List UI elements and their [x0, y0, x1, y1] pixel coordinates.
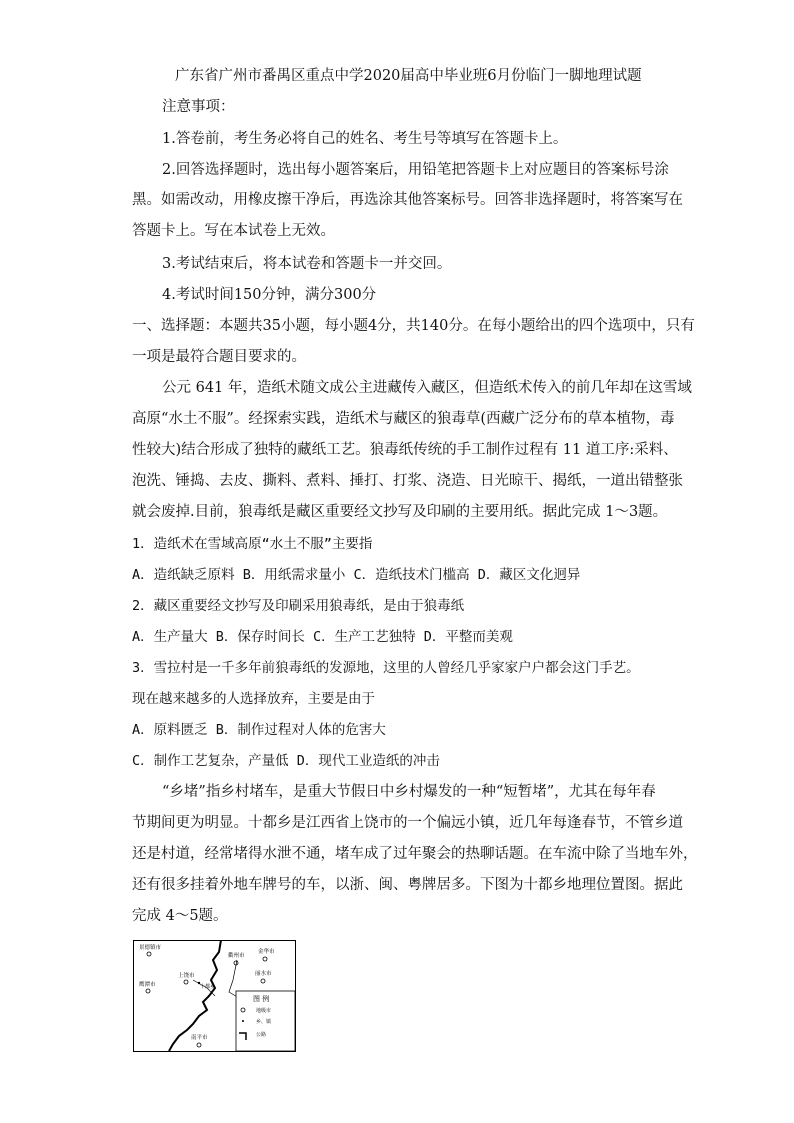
notice-heading: 注意事项：: [162, 99, 235, 115]
question-stem: 1．造纸术在雪域高原“水土不服”主要指: [132, 536, 373, 552]
question-options: A．原料匮乏 B．制作过程对人体的危害大: [132, 722, 386, 738]
passage-line: 就会废掉.目前，狼毒纸是藏区重要经文抄写及印刷的主要用纸。据此完成 1～3题。: [132, 504, 668, 520]
city-label: 上饶市: [178, 973, 195, 979]
question-stem: 现在越来越多的人选择放弃，主要是由于: [132, 691, 375, 707]
city-label: 景德镇市: [139, 945, 162, 951]
notice-item: 答题卡上。写在本试卷上无效。: [132, 223, 335, 239]
notice-item: 4.考试时间150分钟，满分300分: [162, 287, 377, 303]
document-title: 广东省广州市番禺区重点中学2020届高中毕业班6月份临门一脚地理试题: [175, 68, 642, 84]
section-heading: 一、选择题：本题共35小题，每小题4分，共140分。在每小题给出的四个选项中，只有: [132, 318, 695, 334]
town-label: 十都乡: [200, 984, 216, 990]
town-marker: [198, 982, 215, 990]
notice-item: 2.回答选择题时，选出每小题答案后，用铅笔把答题卡上对应题目的答案标号涂: [162, 162, 669, 178]
passage-line: 泡洗、锤捣、去皮、撕料、煮料、捶打、打浆、浇造、日光晾干、揭纸，一道出错整张: [132, 473, 683, 489]
location-map: [133, 940, 296, 1052]
city-label: 南平市: [191, 1035, 208, 1041]
question-options: A．造纸缺乏原料 B．用纸需求量小 C．造纸技术门槛高 D．藏区文化迥异: [132, 567, 581, 583]
map-legend: [236, 991, 295, 1051]
city-label: 衢州市: [228, 953, 245, 959]
question-stem: 3．雪拉村是一千多年前狼毒纸的发源地，这里的人曾经几乎家家户户都会这门手艺。: [132, 660, 640, 676]
passage-line: 公元 641 年，造纸术随文成公主进藏传入藏区，但造纸术传入的前几年却在这雪域: [162, 380, 692, 396]
legend-item: 公路: [256, 1032, 267, 1038]
section-heading-cont: 一项是最符合题目要求的。: [132, 349, 306, 365]
legend-title: 图 例: [253, 995, 270, 1003]
city-label: 金华市: [258, 949, 275, 955]
legend-item: 乡、镇: [256, 1019, 272, 1025]
notice-item: 1.答卷前，考生务必将自己的姓名、考生号等填写在答题卡上。: [162, 131, 568, 147]
passage-line: 节期间更为明显。十都乡是江西省上饶市的一个偏远小镇，近几年每逢春节，不管乡道: [132, 815, 683, 831]
passage-line: “乡堵”指乡村堵车，是重大节假日中乡村爆发的一种“短暂堵”，尤其在每年春: [162, 784, 656, 800]
passage-line: 还有很多挂着外地车牌号的车，以浙、闽、粤牌居多。下图为十都乡地理位置图。据此: [132, 877, 683, 893]
passage-line: 性较大)结合形成了独特的藏纸工艺。狼毒纸传统的手工制作过程有 11 道工序:采料、: [132, 442, 678, 458]
legend-item: 地级市: [256, 1008, 272, 1014]
city-label: 鹰潭市: [139, 982, 156, 988]
question-options: A．生产量大 B．保存时间长 C．生产工艺独特 D．平整而美观: [132, 629, 513, 645]
passage-line: 还是村道，经常堵得水泄不通，堵车成了过年聚会的热聊话题。在车流中除了当地车外，: [132, 846, 698, 862]
passage-line: 完成 4～5题。: [132, 908, 228, 924]
notice-item: 黑。如需改动，用橡皮擦干净后，再选涂其他答案标号。回答非选择题时，将答案写在: [132, 192, 683, 208]
city-label: 丽水市: [255, 971, 272, 977]
passage-line: 高原“水土不服”。经探索实践，造纸术与藏区的狼毒草(西藏广泛分布的草本植物，毒: [132, 411, 675, 427]
question-options: C．制作工艺复杂，产量低 D．现代工业造纸的冲击: [132, 753, 440, 769]
question-stem: 2．藏区重要经文抄写及印刷采用狼毒纸，是由于狼毒纸: [132, 598, 465, 614]
notice-item: 3.考试结束后，将本试卷和答题卡一并交回。: [162, 256, 452, 272]
